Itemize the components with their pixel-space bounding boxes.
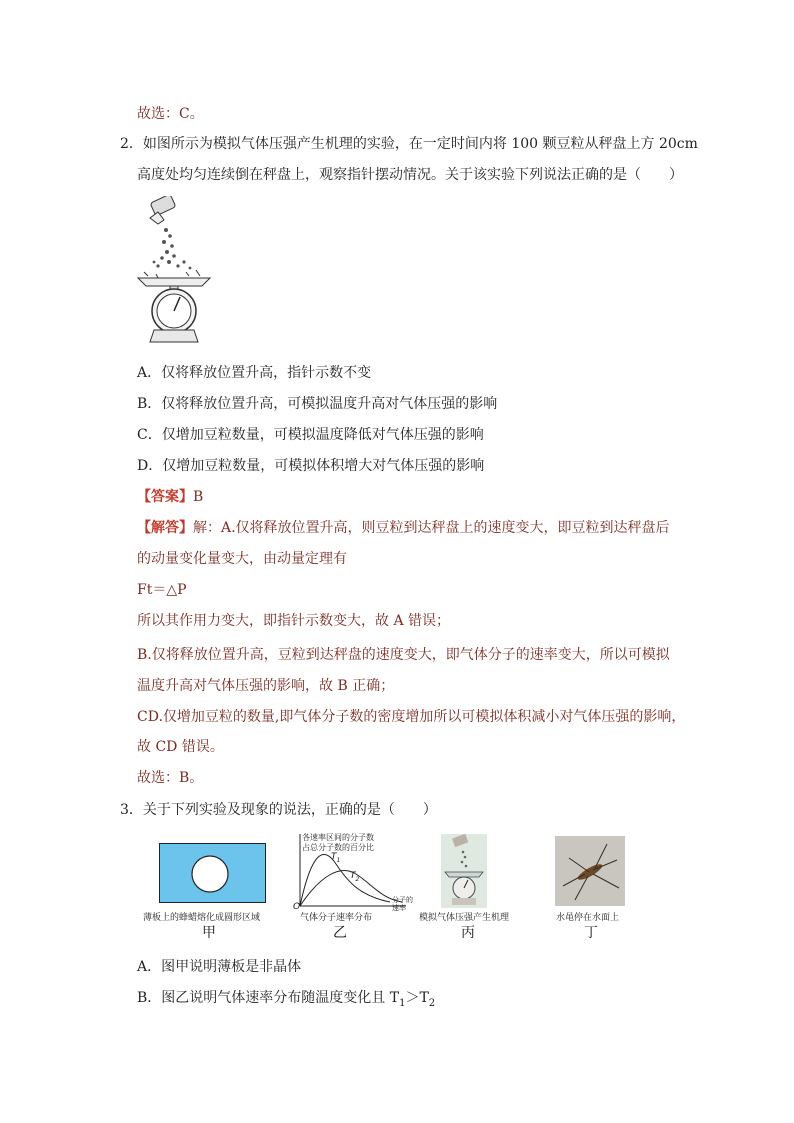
- q2-stem-line2: 高度处均匀连续倒在秤盘上，观察指针摆动情况。关于该实验下列说法正确的是（ ）: [137, 167, 683, 183]
- scale-dial-icon: [150, 289, 198, 342]
- figure-yi-caption: 气体分子速率分布: [300, 913, 373, 923]
- q3-option-a: A．图甲说明薄板是非晶体: [137, 959, 302, 975]
- figure-bing-label: 丙: [461, 925, 475, 941]
- figure-jia-label: 甲: [202, 925, 216, 941]
- answer-value: B: [193, 489, 204, 505]
- chart-origin-label: O: [293, 902, 301, 912]
- chart-xlabel-line1: 分子的: [392, 896, 413, 904]
- figure-ding-caption: 水黾停在水面上: [556, 913, 620, 923]
- beans-falling: [153, 228, 192, 269]
- hand-icon: [150, 196, 176, 224]
- scale-experiment-figure: [136, 196, 216, 346]
- q2-analysis-line2: 的动量变化量变大，由动量定理有: [137, 551, 347, 567]
- figure-yi-label: 乙: [333, 925, 347, 941]
- chart-ylabel-line1: 各速率区间的分子数: [302, 833, 374, 842]
- q3-stem: 3．关于下列实验及现象的说法，正确的是（ ）: [120, 802, 437, 818]
- analysis-text: 解：A.仅将释放位置升高，则豆粒到达秤盘上的速度变大，即豆粒到达秤盘后: [193, 520, 670, 536]
- figure-jia-caption: 薄板上的蜂蜡熔化成圆形区域: [143, 913, 261, 923]
- figure-bing-scale-photo: [441, 834, 487, 908]
- figure-bing-caption: 模拟气体压强产生机理: [419, 913, 510, 923]
- q2-analysis-line7: CD.仅增加豆粒的数量,即气体分子数的密度增加所以可模拟体积减小对气体压强的影响，: [137, 709, 686, 725]
- figure-ding-label: 丁: [584, 925, 598, 941]
- previous-choice: 故选：C。: [137, 106, 204, 122]
- q3-option-b: B．图乙说明气体速率分布随温度变化且 $T_1>T_2$: [137, 990, 436, 1009]
- q2-option-d: D．仅增加豆粒数量，可模拟体积增大对气体压强的影响: [137, 458, 485, 474]
- q2-analysis-line5: B.仅将释放位置升高，豆粒到达秤盘的速度变大，即气体分子的速率变大，所以可模拟: [137, 647, 670, 663]
- chart-xlabel-line2: 速率: [392, 904, 406, 912]
- q2-option-c: C．仅增加豆粒数量，可模拟温度降低对气体压强的影响: [137, 427, 484, 443]
- answer-tag: 【答案】: [137, 489, 193, 505]
- q2-analysis-line4: 所以其作用力变大，即指针示数变大，故 A 错误；: [137, 613, 451, 629]
- chart-t1-label: $T_1$: [331, 852, 341, 864]
- q2-stem-line1: 2．如图所示为模拟气体压强产生机理的实验，在一定时间内将 100 颗豆粒从秤盘上方 20cm: [120, 136, 698, 152]
- q2-analysis-line8: 故 CD 错误。: [137, 739, 224, 755]
- figure-jia-wax-circle: [159, 843, 266, 903]
- q2-analysis-line1: [137, 518, 670, 538]
- chart-ylabel-line2: 占总分子数的百分比: [302, 843, 374, 852]
- q2-answer: [137, 487, 203, 507]
- figure-ding-water-strider-photo: [555, 836, 625, 906]
- q2-option-b: B．仅将释放位置升高，可模拟温度升高对气体压强的影响: [137, 396, 498, 412]
- q2-analysis-line6: 温度升高对气体压强的影响，故 B 正确；: [137, 678, 395, 694]
- q2-option-a: A．仅将释放位置升高，指针示数不变: [137, 365, 372, 381]
- chart-t2-label: $T_2$: [350, 871, 360, 883]
- analysis-tag: 【解答】: [137, 520, 193, 536]
- q2-choice: 故选：B。: [137, 770, 204, 786]
- q2-analysis-line3: Ft＝△P: [137, 582, 187, 598]
